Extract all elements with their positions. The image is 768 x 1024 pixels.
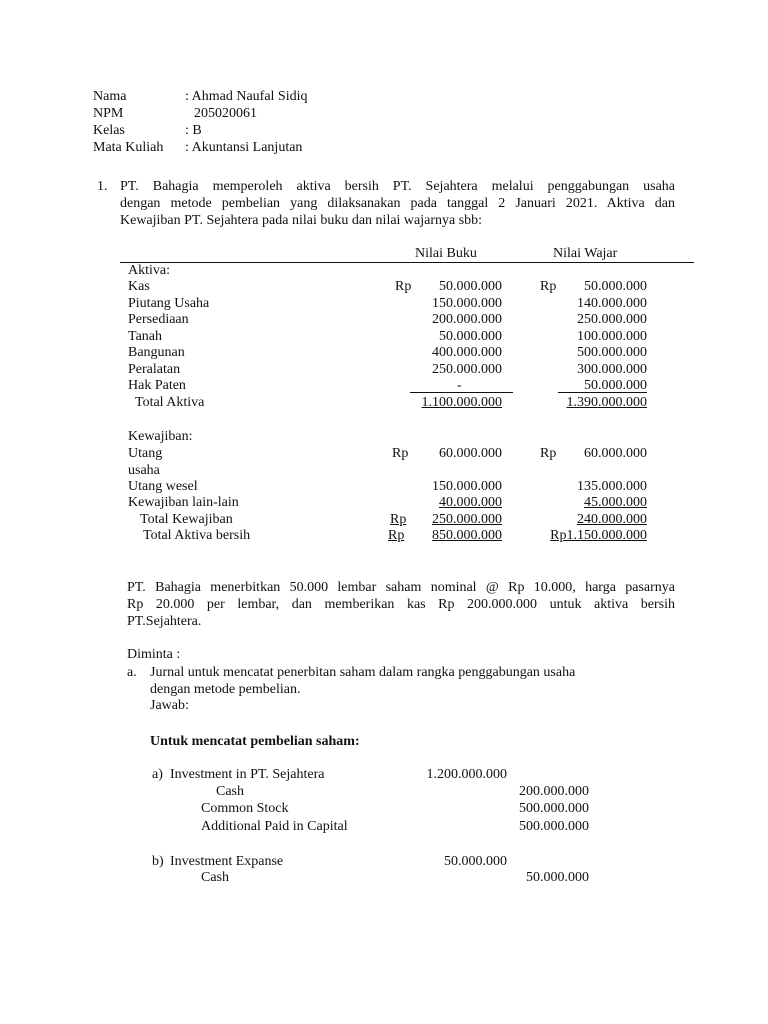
requirement-text: dengan metode pembelian. <box>150 682 301 697</box>
entry-marker: a) <box>152 767 163 782</box>
fair-value: 135.000.000 <box>577 479 647 494</box>
liability-label: Utang wesel <box>128 479 198 494</box>
book-value: 40.000.000 <box>439 495 502 510</box>
requirement-title: Diminta : <box>127 647 181 662</box>
debit-amount: 1.200.000.000 <box>426 767 507 782</box>
book-value: 400.000.000 <box>432 345 502 360</box>
asset-label: Persediaan <box>128 312 189 327</box>
total-liabilities-fair: 240.000.000 <box>577 512 647 527</box>
book-value: 150.000.000 <box>432 479 502 494</box>
liabilities-heading: Kewajiban: <box>128 429 193 444</box>
asset-label: Bangunan <box>128 345 185 360</box>
credit-account: Common Stock <box>201 801 289 816</box>
issuance-line: PT.Sejahtera. <box>127 614 202 629</box>
fair-value: 100.000.000 <box>577 329 647 344</box>
currency-rp: Rp <box>395 279 412 294</box>
credit-amount: 200.000.000 <box>519 784 589 799</box>
credit-amount: 500.000.000 <box>519 801 589 816</box>
asset-label: Hak Paten <box>128 378 186 393</box>
credit-account: Cash <box>201 870 229 885</box>
name-label: Nama <box>93 89 127 104</box>
currency-rp: Rp <box>540 446 557 461</box>
credit-amount: 50.000.000 <box>526 870 589 885</box>
total-assets-label: Total Aktiva <box>135 395 205 410</box>
column-header-fair: Nilai Wajar <box>553 246 618 261</box>
entry-marker: b) <box>152 854 164 869</box>
asset-label: Peralatan <box>128 362 181 377</box>
fair-value: 300.000.000 <box>577 362 647 377</box>
book-value: 200.000.000 <box>432 312 502 327</box>
issuance-line: PT. Bahagia menerbitkan 50.000 lembar saham nominal @ Rp 10.000, harga pasarnya <box>127 580 675 595</box>
fair-value: 140.000.000 <box>577 296 647 311</box>
column-header-book: Nilai Buku <box>415 246 477 261</box>
requirement-text: Jurnal untuk mencatat penerbitan saham dalam rangka penggabungan usaha <box>150 665 576 680</box>
question-number: 1. <box>97 179 108 194</box>
class-value: : B <box>185 123 202 138</box>
subtotal-rule <box>410 392 513 393</box>
course-label: Mata Kuliah <box>93 140 164 155</box>
subtotal-rule <box>558 392 647 393</box>
total-assets-book: 1.100.000.000 <box>421 395 502 410</box>
net-assets-book: 850.000.000 <box>432 528 502 543</box>
fair-value: 50.000.000 <box>584 378 647 393</box>
header-rule <box>120 262 694 263</box>
book-value: - <box>457 378 462 393</box>
liability-label: Kewajiban lain-lain <box>128 495 239 510</box>
total-assets-fair: 1.390.000.000 <box>566 395 647 410</box>
credit-account: Cash <box>216 784 244 799</box>
currency-rp: Rp <box>388 528 405 543</box>
fair-value: 60.000.000 <box>584 446 647 461</box>
fair-value: 250.000.000 <box>577 312 647 327</box>
answer-label: Jawab: <box>150 698 189 713</box>
liability-label: usaha <box>128 463 160 478</box>
requirement-marker: a. <box>127 665 137 680</box>
credit-amount: 500.000.000 <box>519 819 589 834</box>
class-label: Kelas <box>93 123 125 138</box>
currency-rp: Rp <box>390 512 407 527</box>
question-line: Kewajiban PT. Sejahtera pada nilai buku dan nilai wajarnya sbb: <box>120 213 483 228</box>
book-value: 150.000.000 <box>432 296 502 311</box>
npm-label: NPM <box>93 106 124 121</box>
course-value: : Akuntansi Lanjutan <box>185 140 303 155</box>
asset-label: Kas <box>128 279 150 294</box>
net-assets-fair: Rp1.150.000.000 <box>550 528 647 543</box>
question-line: PT. Bahagia memperoleh aktiva bersih PT. Sejahtera melalui penggabungan usaha <box>120 179 675 194</box>
total-liabilities-book: 250.000.000 <box>432 512 502 527</box>
currency-rp: Rp <box>392 446 409 461</box>
total-liabilities-label: Total Kewajiban <box>140 512 233 527</box>
debit-account: Investment Expanse <box>170 854 284 869</box>
book-value: 50.000.000 <box>439 279 502 294</box>
fair-value: 50.000.000 <box>584 279 647 294</box>
credit-account: Additional Paid in Capital <box>201 819 348 834</box>
name-value: : Ahmad Naufal Sidiq <box>185 89 308 104</box>
debit-account: Investment in PT. Sejahtera <box>170 767 325 782</box>
liability-label: Utang <box>128 446 163 461</box>
currency-rp: Rp <box>540 279 557 294</box>
net-assets-label: Total Aktiva bersih <box>143 528 251 543</box>
fair-value: 500.000.000 <box>577 345 647 360</box>
assets-heading: Aktiva: <box>128 263 170 278</box>
debit-amount: 50.000.000 <box>444 854 507 869</box>
npm-value: 205020061 <box>194 106 257 121</box>
issuance-line: Rp 20.000 per lembar, dan memberikan kas Rp 200.000.000 untuk aktiva bersih <box>127 597 675 612</box>
fair-value: 45.000.000 <box>584 495 647 510</box>
question-line: dengan metode pembelian yang dilaksanakan pada tanggal 2 Januari 2021. Aktiva dan <box>120 196 675 211</box>
book-value: 50.000.000 <box>439 329 502 344</box>
journal-heading: Untuk mencatat pembelian saham: <box>150 734 360 749</box>
book-value: 250.000.000 <box>432 362 502 377</box>
asset-label: Tanah <box>128 329 163 344</box>
asset-label: Piutang Usaha <box>128 296 210 311</box>
book-value: 60.000.000 <box>439 446 502 461</box>
